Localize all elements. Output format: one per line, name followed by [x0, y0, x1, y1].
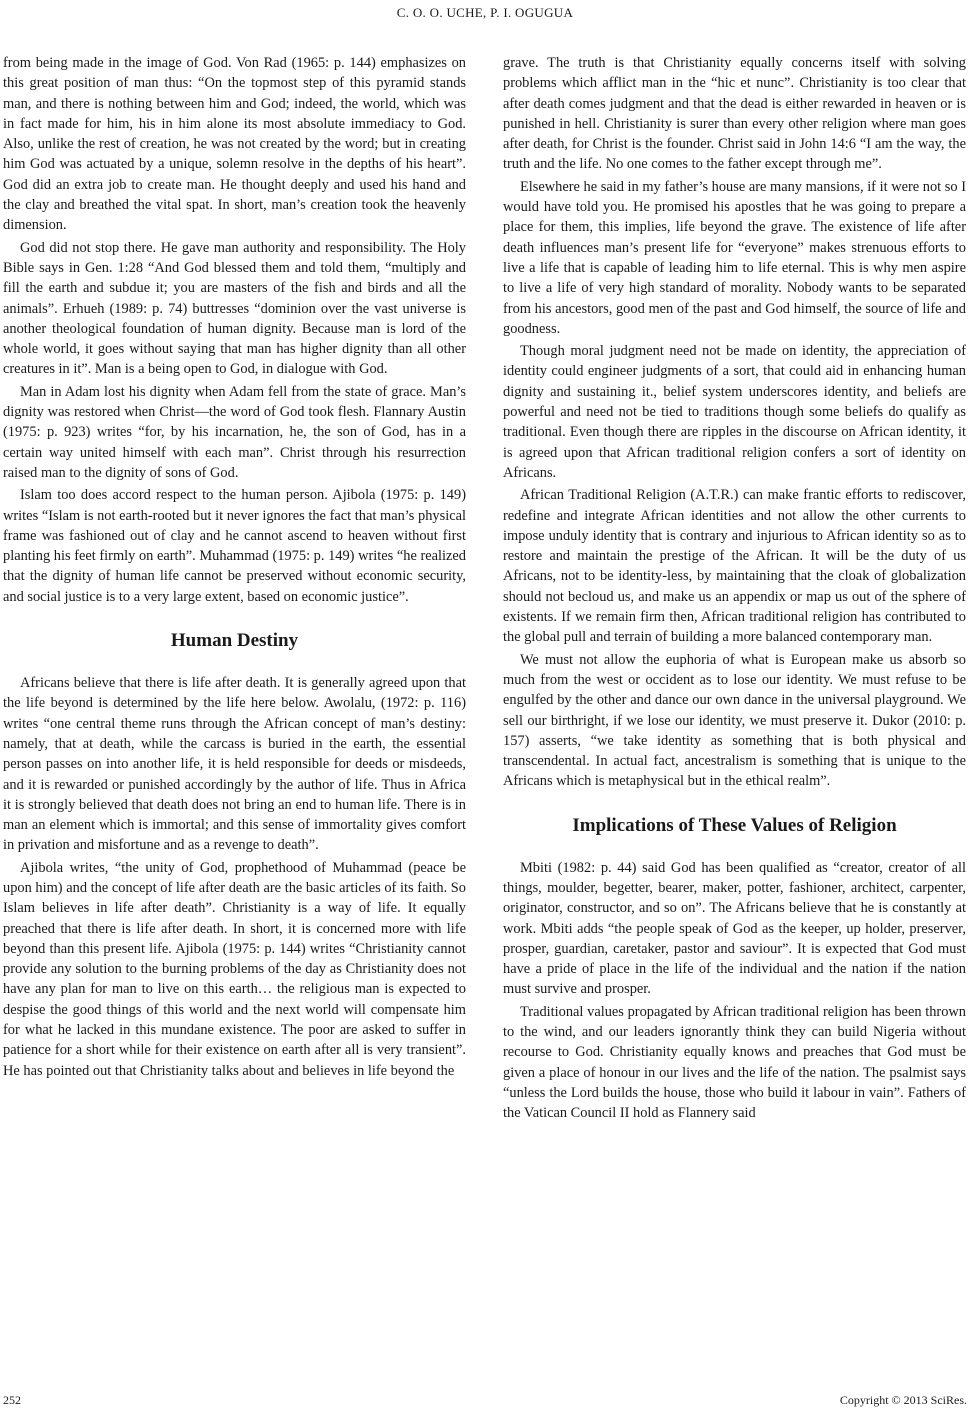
paragraph: Elsewhere he said in my father’s house are many mansions, if it were not so I would have told you. He promised his apostles that he was going to prepare a place for them, this implies, life beyond the grave. The existence of life after death influences man’s present life for “everyone” makes strenuous efforts to live a life that is capable of leading him to life eternal. This is why men aspire to live a life of very high standard of morality. Nobody wants to be separated from his ancestors, good men of the past and God himself, the source of life and goodness. — [503, 178, 966, 337]
paragraph: Mbiti (1982: p. 44) said God has been qualified as “creator, creator of all things, moulder, begetter, bearer, maker, potter, fashioner, architect, carpenter, originator, constructor, and so on”. The Africans believe that he is constantly at work. Mbiti adds “the people speak of God as the keeper, up holder, preserver, prosper, guardian, caretaker, pastor and saviour”. It is expected that God must have a pride of place in the life of the individual and the nation if the nation must survive and prosper. — [503, 859, 966, 998]
left-column — [3, 53, 466, 1083]
copyright-notice: Copyright © 2013 SciRes. — [839, 1393, 967, 1407]
paragraph: Man in Adam lost his dignity when Adam fell from the state of grace. Man’s dignity was restored when Christ—the word of God took flesh. Flannary Austin (1975: p. 923) writes “for, by his incarnation, he, the son of God, has in a certain way united himself with each man”. Christ through his resurrection raised man to the dignity of sons of God. — [3, 383, 466, 481]
paragraph: Islam too does accord respect to the human person. Ajibola (1975: p. 149) writes “Islam is not earth-rooted but it never ignores the fact that man’s physical frame was fashioned out of clay and he cannot ascend to heaven without first planting his feet firmly on earth”. Muhammad (1975: p. 149) writes “he realized that the dignity of human life cannot be preserved without economic security, and social justice is to a very large extent, based on economic justice”. — [3, 487, 466, 605]
paragraph: Traditional values propagated by African traditional religion has been thrown to the wind, and our leaders ignorantly think they can build Nigeria without recourse to God. Christianity equally knows and preaches that God must be given a place of honour in our lives and the life of the nation. The psalmist says “unless the Lord builds the house, those who build it labour in vain”. Fathers of the Vatican Council II hold as Flannery said — [503, 1003, 966, 1122]
paragraph: Though moral judgment need not be made on identity, the appreciation of identity could engineer judgments of a sort, that could aid in enhancing human dignity and sustaining it., belief system underscores identity, and beliefs are powerful and need not be tied to traditions though some beliefs do qualify as traditional. Even though there are ripples in the discourse on African identity, it is agreed upon that African traditional religion confers a sort of identity on Africans. — [503, 343, 966, 481]
running-head: C. O. O. UCHE, P. I. OGUGUA — [396, 5, 574, 20]
paragraph: grave. The truth is that Christianity equally concerns itself with solving problems which afflict man in the “hic et nunc”. Christianity is too clear that after death comes judgment and that the dead is either rewarded in heaven or is punished in hell. Christianity is surer than every other religion where man goes after death, for Christ is the founder. Christ said in John 14:6 “I am the way, the truth and the life. No one comes to the father except through me”. — [503, 55, 966, 173]
paragraph: African Traditional Religion (A.T.R.) can make frantic efforts to rediscover, redefine and integrate African identities and not allow the other currents to impose unduly identity that is contrary and injurious to African identity so as to restore and maintain the prestige of the African. It will be the duty of us Africans, not to be identity-less, by maintaining that the cloak of globalization should not becloud us, and make us an appendix or map us out of the sphere of existents. If we remain firm then, African traditional religion has contributed to the global pull and terrain of building a more balanced contemporary man. — [503, 487, 966, 646]
paragraph: Ajibola writes, “the unity of God, prophethood of Muhammad (peace be upon him) and the concept of life after death are the basic articles of its faith. So Islam believes in life after death”. Christianity is a way of life. It equally preached that there is life after death. In short, it is concerned more with life beyond than this present life. Ajibola (1975: p. 144) writes “Christianity cannot provide any solution to the burning problems of the day as Christianity does not have any plan for man to live on this earth… the religious man is expected to despise the good things of this world and the next world will compensate him for what he lacked in this mundane existence. The poor are asked to suffer in patience for a short while for their existence on earth after all is very transient”. He has pointed out that Christianity talks about and believes in life beyond the — [3, 859, 466, 1079]
right-column — [503, 53, 966, 1126]
section-heading: Human Destiny — [170, 630, 299, 652]
paragraph: from being made in the image of God. Von Rad (1965: p. 144) emphasizes on this great position of man thus: “On the topmost step of this pyramid stands man, and there is nothing between him and God; indeed, the world, which was in fact made for him, his in him alone its most absolute immediacy to God. Also, unlike the rest of creation, he was not created by the word; but in creating him God was actuated by a unique, solemn resolve in the depths of his heart”. God did an extra job to create man. He thought deeply and used his hand and the clay and breathed the vital spat. In short, man’s creation took the heavenly dimension. — [3, 55, 466, 234]
paragraph: We must not allow the euphoria of what is European make us absorb so much from the west or occident as to lose our identity. We must refuse to be engulfed by the other and dance our own dance in the universal playground. We sell our birthright, if we lose our identity, we must preserve it. Dukor (2010: p. 157) asserts, “we take identity as something that is both physical and transcendental. In actual fact, ancestralism is something that is unique to the Africans which is metaphysical but in the ethical realm”. — [503, 651, 966, 790]
paragraph: God did not stop there. He gave man authority and responsibility. The Holy Bible says in Gen. 1:28 “And God blessed them and told them, “multiply and fill the earth and subdue it; you are masters of the fish and birds and all the animals”. Erhueh (1989: p. 74) buttresses “dominion over the vast universe is another theological foundation of human dignity. Because man is lord of the whole world, it goes without saying that man has higher dignity than all other creatures in it”. Man is a being open to God, in dialogue with God. — [3, 239, 466, 378]
page-number: 252 — [3, 1393, 21, 1407]
paragraph: Africans believe that there is life after death. It is generally agreed upon that the life beyond is determined by the life here below. Awolalu, (1972: p. 116) writes “one central theme runs through the African concept of man’s destiny: namely, that at death, while the carcass is buried in the earth, the essential person passes on into another life, it is held responsible for deeds or misdeeds, and it is rewarded or punished accordingly by the author of life. Thus in Africa it is strongly believed that death does not bring an end to human life. There is in man an element which is immortal; and this sense of immortality gives comfort in privation and misfortune and as a revenge to death”. — [3, 675, 466, 854]
section-heading: Implications of These Values of Religion — [572, 814, 897, 836]
